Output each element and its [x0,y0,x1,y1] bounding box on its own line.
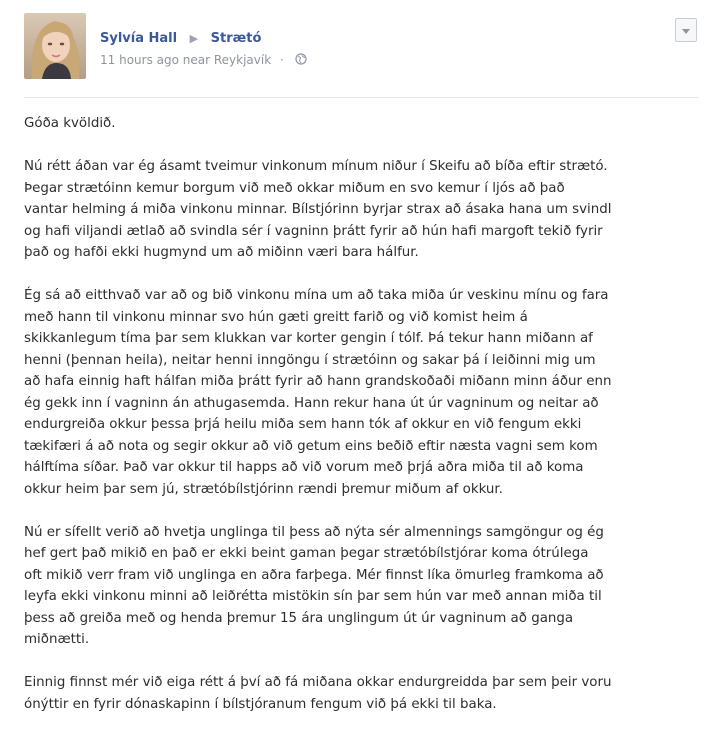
post-text-line: okkur heim þar sem jú, strætóbílstjórinn rændi þremur miðum af okkur. [24,481,503,497]
post-text-line: ónýttir en fyrir dónaskapinn í bílstjóranum fengum við þá ekki til baka. [24,696,497,712]
post-paragraph [24,672,704,715]
post-text-line: það og hafði ekki hugmynd um að miðinn væri bara hálfur. [24,245,419,260]
post-paragraph [24,522,704,651]
post-paragraph [24,156,704,264]
post-text-line: leyfa ekki vinkonu minni að leiðrétta mistökin sín þar sem hún var með annan miða til [24,589,602,604]
meta-separator: · [280,53,284,67]
post-text-line: Einnig finnst mér við eiga rétt á því að fá miðana okkar endurgreidda þar sem þeir voru [24,675,612,690]
post-text-line: Þegar strætóinn kemur borgum við með okkar miðum en svo kemur í ljós að það [24,180,565,196]
post-body [24,113,704,715]
paragraph-gap [24,500,704,522]
right-triangle-icon: ▶ [189,32,199,45]
paragraph-gap [24,264,704,286]
post-text-line: oft mikið verr fram við unglinga en aðra farþega. Mér finnst líka ömurleg framkoma að [24,567,604,583]
author-name[interactable]: Sylvía Hall [100,31,178,46]
post-text-line: skikkanlegum tíma þar sem klukkan var korter gengin í tólf. Þá tekur hann miðann af [24,331,593,346]
post-text-line: að hafa einnig haft hálfan miða þrátt fyrir að hann grandskoðaði miðann minn áður enn [24,374,612,389]
paragraph-gap [24,651,704,673]
post-text-line: og hafi viljandi ætlað að svindla sér í vagninn þrátt fyrir að hún hafi margoft tekið fyrir [24,223,603,239]
post-text-line: hálftíma síðar. Það var okkur til happs að við vorum með þrjá aðra miða til að koma [24,460,584,475]
author-line [100,31,261,46]
post-text-line: Nú rétt áðan var ég ásamt tveimur vinkonum mínum niður í Skeifu að bíða eftir strætó. [24,159,608,174]
post-header [0,0,713,100]
post-text-line: vantar helming á miða vinkonu minnar. Bílstjórinn byrjar strax að ásaka hana um svindl [24,202,612,217]
avatar[interactable] [24,13,86,79]
chevron-down-icon [682,29,690,34]
post-text-line: Góða kvöldið. [24,116,116,131]
post-text-line: þess að greiða með og henda þremur 15 ára unglingum út úr vagninum að ganga [24,610,574,626]
timestamp-location[interactable]: 11 hours ago near Reykjavík [100,53,272,67]
post-options-button[interactable] [675,18,697,42]
post-text-line: ég gekk inn í vagninn án athugasemda. Hann rekur hana út úr vagninum og neitar að [24,395,599,411]
post-text-line: Nú er sífellt verið að hvetja unglinga til þess að nýta sér almennings samgöngur og ég [24,524,604,540]
target-page[interactable]: Strætó [210,31,262,46]
globe-icon[interactable] [295,53,307,68]
post-text-line: tækifæri á að nota og segir okkur að við getum eins beðið eftir næsta vagni sem kom [24,438,598,454]
post-text-line: hef gert það mikið en það er ekki beint gaman þegar strætóbílstjórar koma ótrúlega [24,546,589,561]
post-meta [100,53,307,68]
post-paragraph [24,285,704,500]
paragraph-gap [24,135,704,157]
user-photo [24,13,86,79]
divider [24,97,698,98]
post-text-line: miðnætti. [24,632,90,647]
post-text-line: Ég sá að eitthvað var að og bið vinkonu mína um að taka miða úr veskinu mínu og fara [24,288,609,303]
post-text-line: endurgreiða okkur þessa þrjá heilu miða sem hann tók af okkur en við fengum ekki [24,417,582,432]
post-text-line: með hann til vinkonu minnar svo hún gæti greitt farið og við komist heim á [24,309,528,325]
post-text-line: henni (þennan heila), neitar henni inngöngu í strætóinn og sakar þá í leiðinni mig um [24,352,596,368]
post-paragraph [24,113,704,135]
